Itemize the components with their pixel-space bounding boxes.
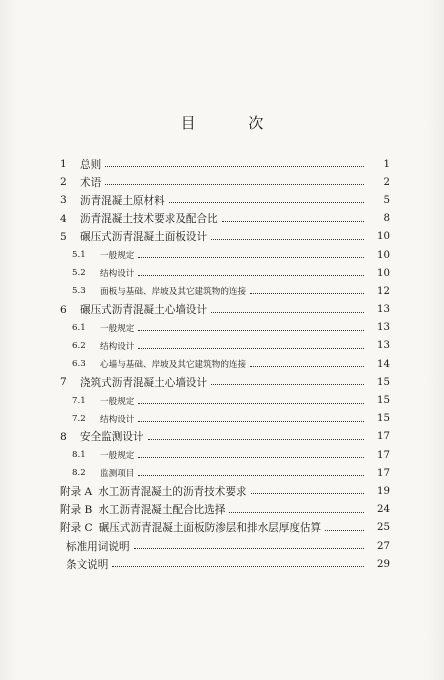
toc-entry-number: 7.2 xyxy=(72,413,86,424)
toc-entry[interactable] xyxy=(60,446,390,464)
toc-entry-number: 6 xyxy=(60,303,67,316)
toc-entry-label: 术语 xyxy=(80,176,102,189)
dot-leader xyxy=(112,565,364,567)
toc-entry-label: 碾压式沥青混凝土面板防渗层和排水层厚度估算 xyxy=(98,522,322,535)
toc-entry[interactable] xyxy=(60,264,390,282)
toc-entry-number: 附录 A xyxy=(60,485,93,498)
toc-entry[interactable] xyxy=(60,537,390,555)
toc-entry-label: 水工沥青混凝土配合比选择 xyxy=(98,504,226,517)
toc-entry-label: 碾压式沥青混凝土心墙设计 xyxy=(80,304,208,317)
toc-entry-number: 1 xyxy=(60,158,67,171)
toc-entry-number: 5 xyxy=(60,230,67,243)
toc-entry-label: 一般规定 xyxy=(100,396,135,407)
toc-entry[interactable] xyxy=(60,482,390,500)
toc-entry-label: 总则 xyxy=(80,158,102,171)
dot-leader xyxy=(138,256,364,258)
toc-entry-page: 24 xyxy=(377,504,390,516)
toc-entry-label: 水工沥青混凝土的沥青技术要求 xyxy=(98,485,247,498)
dot-leader xyxy=(211,311,364,313)
toc-entry-label: 结构设计 xyxy=(100,414,135,425)
toc-entry[interactable] xyxy=(60,228,390,246)
dot-leader xyxy=(134,547,364,549)
page-title: 目 次 xyxy=(180,114,288,132)
toc-entry-page: 15 xyxy=(377,395,390,407)
toc-entry-number: 2 xyxy=(60,176,67,189)
dot-leader xyxy=(211,238,364,240)
toc-entry-label: 结构设计 xyxy=(100,341,135,352)
toc-entry-number: 4 xyxy=(60,212,67,225)
toc-entry-page: 1 xyxy=(383,158,390,170)
toc-entry-number: 6.3 xyxy=(72,359,86,370)
toc-entry-label: 碾压式沥青混凝土面板设计 xyxy=(80,231,208,244)
dot-leader xyxy=(222,220,364,222)
toc-entry[interactable] xyxy=(60,210,390,228)
toc-entry-page: 8 xyxy=(383,213,390,225)
toc-entry-label: 沥青混凝土技术要求及配合比 xyxy=(80,213,218,226)
toc-entry[interactable] xyxy=(60,555,390,573)
dot-leader xyxy=(251,492,364,494)
dot-leader xyxy=(138,347,364,349)
toc-entry-number: 5.1 xyxy=(72,250,86,261)
toc-entry[interactable] xyxy=(60,464,390,482)
toc-entry[interactable] xyxy=(60,519,390,537)
dot-leader xyxy=(138,420,364,422)
toc-entry-page: 13 xyxy=(377,304,390,316)
toc-entry-page: 2 xyxy=(383,176,390,188)
toc-entry[interactable] xyxy=(60,173,390,191)
toc-entry-number: 3 xyxy=(60,194,67,207)
dot-leader xyxy=(229,511,364,513)
toc-entry-number: 附录 C xyxy=(60,522,93,535)
toc-entry-page: 17 xyxy=(377,449,390,461)
toc-entry-number: 6.2 xyxy=(72,340,86,351)
toc-entry-page: 29 xyxy=(377,558,390,570)
toc-entry-label: 条文说明 xyxy=(66,558,109,571)
toc-entry-number: 8.2 xyxy=(72,468,86,479)
toc-entry-number: 6.1 xyxy=(72,322,86,333)
toc-entry-number: 附录 B xyxy=(60,504,93,517)
toc-entry-number: 8 xyxy=(60,430,67,443)
dot-leader xyxy=(211,383,364,385)
toc-entry-number: 5.2 xyxy=(72,268,86,279)
toc-entry-page: 14 xyxy=(377,358,390,370)
toc-entry[interactable] xyxy=(60,301,390,319)
toc-entry-page: 13 xyxy=(377,322,390,334)
toc-entry[interactable] xyxy=(60,373,390,391)
toc-entry-label: 一般规定 xyxy=(100,451,135,462)
dot-leader xyxy=(138,402,364,404)
toc-entry[interactable] xyxy=(60,155,390,173)
toc-entry-page: 27 xyxy=(377,540,390,552)
toc-entry-label: 心墙与基础、岸坡及其它建筑物的连接 xyxy=(100,360,247,371)
toc-entry-label: 浇筑式沥青混凝土心墙设计 xyxy=(80,376,208,389)
toc-entry[interactable] xyxy=(60,501,390,519)
dot-leader xyxy=(250,292,364,294)
toc-entry-page: 15 xyxy=(377,413,390,425)
dot-leader xyxy=(148,438,364,440)
toc-entry[interactable] xyxy=(60,355,390,373)
dot-leader xyxy=(138,329,364,331)
dot-leader xyxy=(105,165,364,167)
toc-entry-page: 5 xyxy=(383,194,390,206)
dot-leader xyxy=(138,474,364,476)
toc-entry-number: 8.1 xyxy=(72,450,86,461)
toc-entry-number: 7.1 xyxy=(72,395,86,406)
toc-entry[interactable] xyxy=(60,410,390,428)
toc-entry-label: 标准用词说明 xyxy=(66,540,130,553)
toc-entry-page: 17 xyxy=(377,431,390,443)
dot-leader xyxy=(138,274,364,276)
toc-entry[interactable] xyxy=(60,319,390,337)
toc-entry-label: 监测项目 xyxy=(100,469,135,480)
toc-entry-number: 7 xyxy=(60,376,67,389)
toc-entry-label: 一般规定 xyxy=(100,251,135,262)
toc-entry-page: 17 xyxy=(377,467,390,479)
toc-entry-label: 结构设计 xyxy=(100,269,135,280)
dot-leader xyxy=(138,456,364,458)
toc-entry[interactable] xyxy=(60,337,390,355)
toc-entry[interactable] xyxy=(60,191,390,209)
toc-entry-number: 5.3 xyxy=(72,286,86,297)
toc-entry-page: 19 xyxy=(377,485,390,497)
dot-leader xyxy=(250,365,364,367)
dot-leader xyxy=(105,183,364,185)
toc-entry-label: 面板与基础、岸坡及其它建筑物的连接 xyxy=(100,287,247,298)
toc-entry-label: 一般规定 xyxy=(100,323,135,334)
toc-entry-page: 10 xyxy=(377,231,390,243)
toc-entry-page: 12 xyxy=(377,285,390,297)
toc-entry[interactable] xyxy=(60,282,390,300)
toc-entry-page: 15 xyxy=(377,376,390,388)
toc-entry[interactable] xyxy=(60,391,390,409)
toc-entry-page: 13 xyxy=(377,340,390,352)
toc-entry-label: 安全监测设计 xyxy=(80,431,144,444)
toc-entry[interactable] xyxy=(60,246,390,264)
table-of-contents xyxy=(60,155,390,573)
toc-entry-page: 10 xyxy=(377,249,390,261)
toc-entry-page: 10 xyxy=(377,267,390,279)
toc-entry[interactable] xyxy=(60,428,390,446)
toc-entry-label: 沥青混凝土原材料 xyxy=(80,194,165,207)
toc-entry-page: 25 xyxy=(377,522,390,534)
dot-leader xyxy=(169,201,364,203)
dot-leader xyxy=(325,529,364,531)
